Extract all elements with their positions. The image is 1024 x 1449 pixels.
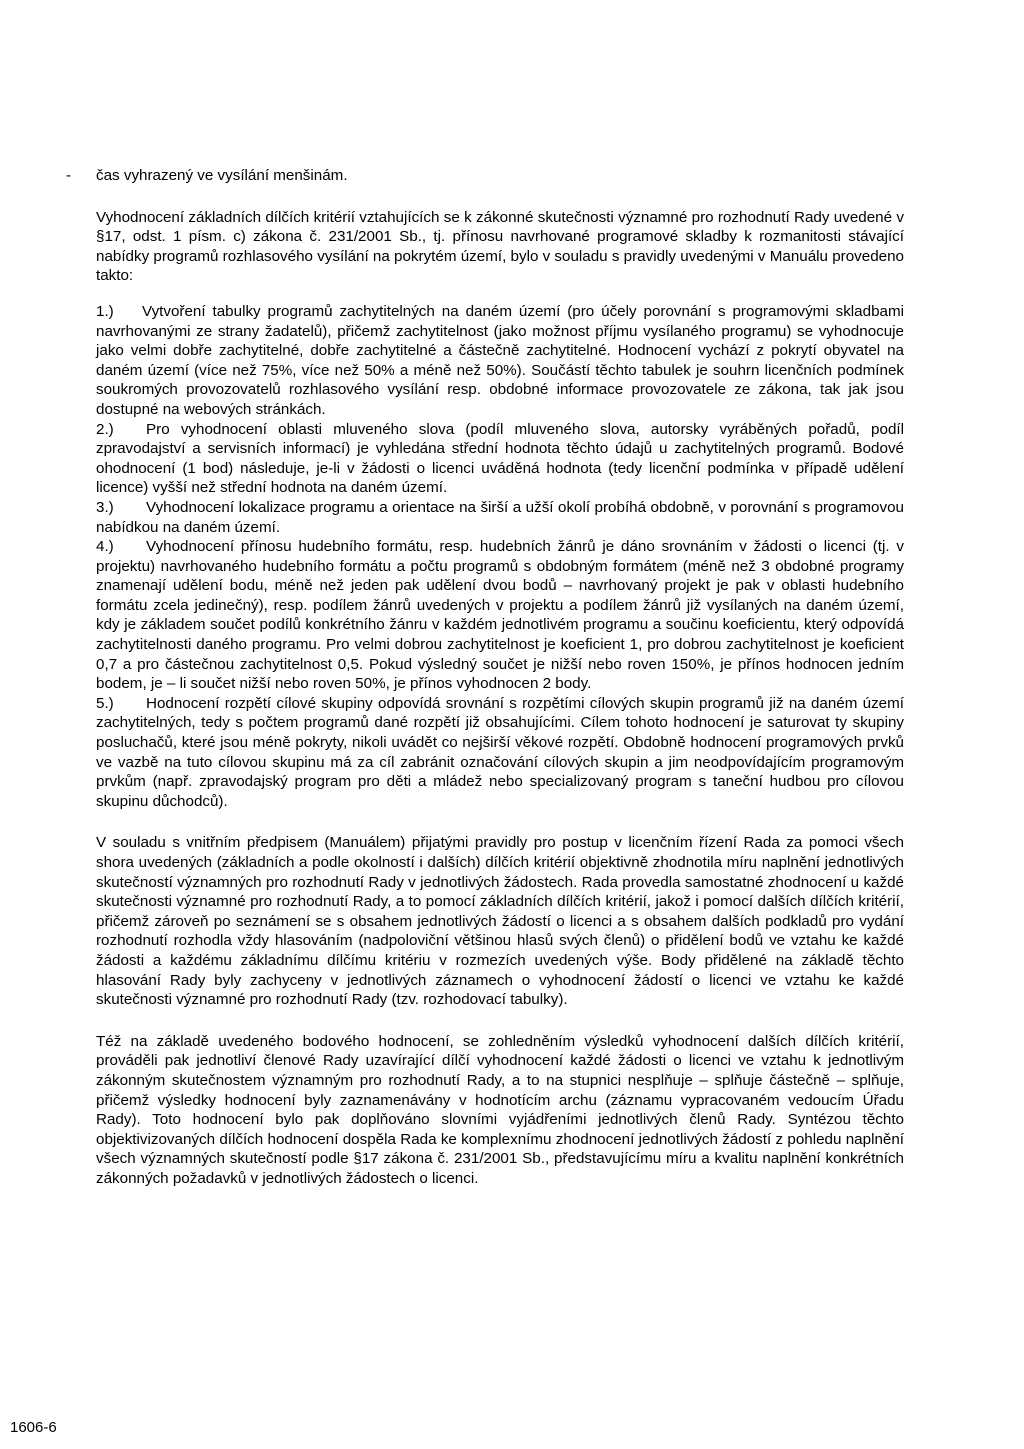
bullet-item: [66, 166, 904, 186]
list-item: [96, 302, 904, 420]
evaluation-paragraph: Též na základě uvedeného bodového hodnocení, se zohledněním výsledků vyhodnocení dalších dílčích kritérií, prováděli pak jednotliví členové Rady uzavírající dílčí vyhodnocení každé žádosti o licenci ve vztahu k jednotlivým zákonným skutečnostem významným pro rozhodnutí Rady, a to na stupnici nesplňuje – splňuje částečně – splňuje, přičemž výsledky hodnocení byly zaznamenávány v hodnotícím archu (záznamu vypracovaném vedoucím Úřadu Rady). Toto hodnocení bylo pak doplňováno slovními vyjádřeními jednotlivých členů Rady. Syntézou těchto objektivizovaných dílčích hodnocení dospěla Rada ke komplexnímu zhodnocení jednotlivých žádostí z pohledu naplnění všech významných skutečností podle §17 zákona č. 231/2001 Sb., představujícímu míru a kvalitu naplnění konkrétních zákonných požadavků v jednotlivých žádostech o licenci.: [96, 1032, 904, 1187]
criteria-list: [96, 302, 904, 811]
list-item-number: 5.): [96, 694, 114, 712]
manual-paragraph: V souladu s vnitřním předpisem (Manuálem) přijatými pravidly pro postup v licenčním řízení Rada za pomoci všech shora uvedených (základních a podle okolností i dalších) dílčích kritérií objektivně zhodnotila míru naplnění jednotlivých skutečností významných pro rozhodnutí Rady v jednotlivých žádostech. Rada provedla samostatné zhodnocení u každé skutečnosti významné pro rozhodnutí Rady, a to pomocí základních dílčích kritérií, jakož i pomocí dalších dílčích kritérií, přičemž zároveň po seznámení se s obsahem jednotlivých žádostí o licenci a s obsahem dalších podkladů pro vydání rozhodnutí rozhodla vždy hlasováním (nadpoloviční většinou hlasů svých členů) o přidělení bodů ve vztahu ke každé žádosti a každému základnímu dílčímu kritériu v rozmezích uvedených výše. Body přidělené na základě těchto hlasování Rady byly zachyceny v jednotlivých záznamech o vyhodnocení žádostí o licenci ve vztahu ke každé skutečnosti významné pro rozhodnutí Rady (tzv. rozhodovací tabulky).: [96, 834, 904, 1009]
list-item-text: Vyhodnocení lokalizace programu a orientace na širší a užší okolí probíhá obdobně, v porovnání s programovou nabídkou na daném území.: [96, 498, 904, 536]
list-item-text: Hodnocení rozpětí cílové skupiny odpovídá srovnání s rozpětími cílových skupin programů již na daném území zachytitelných, tedy s počtem programů dané rozpětí již obsahujícími. Cílem tohoto hodnocení je saturovat ty skupiny posluchačů, které jsou méně pokryty, nikoli uvádět co nejširší věkové rozpětí. Obdobně hodnocení programových prvků ve vazbě na tuto cílovou skupinu má za cíl zabránit označování cílových skupin a jim neodpovídajícím programovým prvkům (např. zpravodajský program pro děti a mládež nebo specializovaný program s taneční hudbou pro cílovou skupinu důchodců).: [96, 694, 904, 810]
list-item: [96, 420, 904, 498]
list-item: [96, 498, 904, 537]
list-item-number: 2.): [96, 420, 114, 438]
page-number: 1606-6: [10, 1419, 57, 1436]
bullet-text: čas vyhrazený ve vysílání menšinám.: [96, 167, 348, 184]
list-item-number: 1.): [96, 302, 114, 320]
list-item: [96, 537, 904, 694]
document-body: [66, 166, 904, 1189]
list-item-text: Vyhodnocení přínosu hudebního formátu, resp. hudebních žánrů je dáno srovnáním v žádosti o licenci (tj. v projektu) navrhovaného hudebního formátu a počtu programů s obdobným formátem (méně než 3 obdobné programy znamenají udělení bodu, méně než jeden pak udělení dvou bodů – navrhovaný projekt je pak v oblasti hudebního formátu zcela jedinečný), resp. podílem žánrů uvedených v projektu a podílem žánrů již vysílaných na daném území, kdy je základem součet podílů konkrétního žánru v každém jednotlivém programu a součinu koeficientu, který odpovídá zachytitelnosti daného programu. Pro velmi dobrou zachytitelnost je koeficient 1, pro dobrou zachytitelnost je koeficient 0,7 a pro částečnou zachytitelnost 0,5. Pokud výsledný součet je nižší nebo roven 150%, je přínos hodnocen jedním bodem, je – li součet nižší nebo roven 50%, je přínos vyhodnocen 2 body.: [96, 538, 904, 693]
list-item-number: 3.): [96, 498, 114, 516]
list-item-text: Pro vyhodnocení oblasti mluveného slova (podíl mluveného slova, autorsky vyráběných pořadů, podíl zpravodajství a servisních informací) je vyhledána střední hodnota těchto údajů u zachytitelných programů. Bodové ohodnocení (1 bod) následuje, je-li v žádosti o licenci uváděná hodnota (tedy licenční podmínka v případě udělení licence) vyšší než střední hodnota na daném území.: [96, 420, 904, 497]
list-item: [96, 694, 904, 812]
list-item-text: Vytvoření tabulky programů zachytitelných na daném území (pro účely porovnání s programovými skladbami navrhovanými ze strany žadatelů), přičemž zachytitelnost (jako možnost příjmu vysílaného programu) se vyhodnocuje jako velmi dobře zachytitelné, dobře zachytitelné a částečně zachytitelné. Hodnocení vychází z pokrytí obyvatel na daném území (více než 75%, více než 50% a méně než 50%). Součástí těchto tabulek je souhrn licenčních podmínek soukromých provozovatelů rozhlasového vysílání resp. obdobné informace provozovatele ze zákona, tak jak jsou dostupné na webových stránkách.: [96, 302, 904, 418]
bullet-dash: -: [66, 167, 72, 184]
intro-paragraph: Vyhodnocení základních dílčích kritérií vztahujících se k zákonné skutečnosti významné pro rozhodnutí Rady uvedené v §17, odst. 1 písm. c) zákona č. 231/2001 Sb., tj. přínosu navrhované programové skladby k rozmanitosti stávající nabídky programů rozhlasového vysílání na pokrytém území, bylo v souladu s pravidly uvedenými v Manuálu provedeno takto:: [96, 208, 904, 285]
list-item-number: 4.): [96, 538, 114, 556]
